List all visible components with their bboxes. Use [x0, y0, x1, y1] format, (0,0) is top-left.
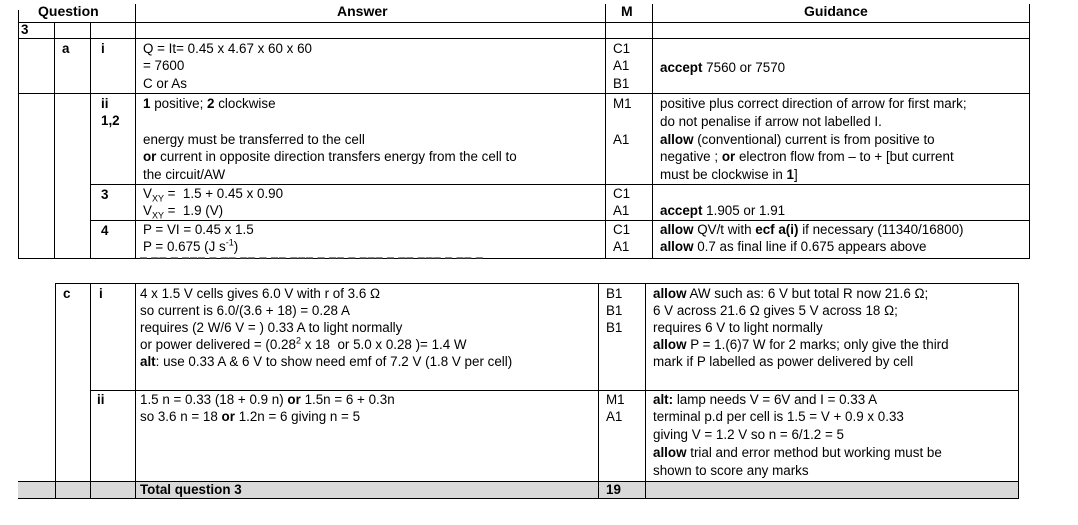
a-ii-4-guidance-line2: [660, 238, 927, 255]
a-ii-answer-line2: energy must be transferred to the cell: [143, 132, 365, 147]
c-i-guidance-line2: 6 V across 21.6 Ω gives 5 V across 18 Ω;: [653, 303, 898, 318]
c-ii-guidance-line2: terminal p.d per cell is 1.5 = V + 0.9 x 0.33: [653, 409, 904, 424]
a-ii-3-line1: [143, 185, 283, 202]
c-i-line4-a: or power delivered = (0.28: [140, 337, 296, 352]
accept-keyword: accept: [660, 203, 703, 218]
header-guidance: Guidance: [804, 3, 868, 19]
accept-keyword: accept: [660, 60, 703, 75]
item-2-text: clockwise: [218, 96, 276, 111]
c-ii-line1: [140, 391, 395, 408]
or-keyword: or: [721, 149, 736, 164]
a-ii-guidance-line5-a: must be clockwise in: [660, 167, 783, 182]
a-i-answer-line1: Q = It= 0.45 x 4.67 x 60 x 60: [143, 41, 312, 56]
a-ii-guidance-line5: [660, 166, 798, 183]
a-ii-guidance-line4: [660, 148, 954, 165]
allow-keyword: allow: [653, 337, 687, 352]
c-ii-line1-a: 1.5 n = 0.33 (18 + 0.9 n): [140, 392, 284, 407]
v-symbol: V: [143, 186, 152, 201]
or-keyword: or: [143, 149, 157, 164]
a-i-label: i: [101, 41, 105, 56]
part-c-label: c: [63, 286, 71, 301]
a-ii-3-mark2: A1: [613, 203, 630, 218]
xy-subscript: XY: [151, 193, 164, 204]
alt-keyword: alt: [140, 354, 156, 369]
allow-keyword: allow: [660, 132, 694, 147]
c-ii-guidance-line3: giving V = 1.2 V so n = 6/1.2 = 5: [653, 427, 844, 442]
c-ii-g4-text: trial and error method but working must be: [690, 445, 942, 460]
c-ii-label: ii: [97, 392, 105, 407]
a-ii-4-guidance2-text: 0.7 as final line if 0.675 appears above: [697, 239, 927, 254]
a-i-mark1: C1: [613, 41, 631, 56]
a-i-mark2: A1: [613, 58, 630, 73]
c-i-line4-b: x 18 or 5.0 x 0.28 )= 1.4 W: [300, 337, 467, 352]
part-a-label: a: [62, 41, 70, 56]
c-i-line3: requires (2 W/6 V = ) 0.33 A to light normally: [140, 320, 403, 335]
a-ii-guidance-line2: do not penalise if arrow not labelled I.: [660, 114, 882, 129]
c-i-g4-text: P = 1.(6)7 W for 2 marks; only give the third: [686, 337, 949, 352]
c-ii-guidance-line4: [653, 444, 942, 461]
a-ii-answer-line3: [143, 148, 517, 165]
a-ii-answer-line1: [143, 95, 276, 112]
c-ii-guidance-line1: [653, 391, 877, 408]
a-ii-4-mark2: A1: [613, 239, 630, 254]
a-i-guidance-text: 7560 or 7570: [706, 60, 786, 75]
squared-superscript: 2: [295, 335, 301, 346]
a-ii-4-line1: P = VI = 0.45 x 1.5: [143, 222, 254, 237]
a-ii-guidance-line4-b: electron flow from – to + [but current: [738, 149, 954, 164]
item-1-text: positive;: [154, 96, 204, 111]
c-i-mark2: B1: [606, 303, 623, 318]
a-ii-sub-label: 1,2: [101, 113, 120, 128]
a-ii-4-mark1: C1: [613, 222, 631, 237]
a-ii-4-line2-b: ): [233, 239, 239, 254]
item-1-number: 1: [143, 96, 151, 111]
alt-keyword: alt:: [653, 392, 674, 407]
header-answer: Answer: [337, 3, 388, 19]
minus-one-superscript: -1: [225, 237, 234, 248]
a-ii-answer-line4: the circuit/AW: [143, 167, 226, 182]
c-i-mark3: B1: [606, 320, 623, 335]
a-i-answer-line3: C or As: [143, 76, 187, 91]
allow-keyword: allow: [660, 222, 694, 237]
a-ii-guidance-line5-b: ]: [793, 167, 798, 182]
a-ii-3-line2-text: = 1.9 (V): [163, 203, 224, 218]
c-ii-mark2: A1: [606, 409, 623, 424]
c-i-line1: 4 x 1.5 V cells gives 6.0 V with r of 3.6 Ω: [140, 286, 380, 301]
c-ii-line1-b: 1.5n = 6 + 0.3n: [304, 392, 395, 407]
c-ii-line2-b: 1.2n = 6 giving n = 5: [238, 409, 361, 424]
a-ii-4-label: 4: [101, 223, 109, 238]
xy-subscript: XY: [151, 210, 164, 221]
a-i-guidance: [660, 59, 785, 76]
c-i-guidance-line5: mark if P labelled as power delivered by cell: [653, 354, 914, 369]
c-i-g1-text: AW such as: 6 V but total R now 21.6 Ω;: [689, 286, 929, 301]
c-i-label: i: [99, 286, 103, 301]
c-i-line2: so current is 6.0/(3.6 + 18) = 0.28 A: [140, 303, 350, 318]
allow-keyword: allow: [653, 445, 687, 460]
item-2-number: 2: [207, 96, 215, 111]
a-ii-3-guidance-text: 1.905 or 1.91: [706, 203, 786, 218]
a-i-mark3: B1: [613, 76, 630, 91]
a-ii-4-guidance1-b: if necessary (11340/16800): [802, 222, 964, 237]
c-i-mark1: B1: [606, 286, 623, 301]
c-ii-line2-a: so 3.6 n = 18: [140, 409, 218, 424]
a-ii-3-label: 3: [101, 187, 109, 202]
a-i-answer-line2: = 7600: [143, 58, 185, 73]
a-ii-3-guidance: [660, 202, 785, 219]
c-i-line5: [140, 353, 512, 370]
header-marks: M: [621, 3, 633, 19]
c-i-guidance-line3: requires 6 V to light normally: [653, 320, 823, 335]
a-ii-3-line2: [143, 202, 223, 219]
a-ii-4-guidance-line1: [660, 221, 963, 238]
total-label: Total question 3: [140, 482, 242, 497]
a-ii-guidance-line3-text: (conventional) current is from positive to: [697, 132, 935, 147]
c-i-guidance-line1: [653, 285, 928, 302]
cropped-text-fragment: ▔ ▔▔ ▔ ▔▔▔ ▔ ▔▔ ▔▔ ▔ ▔▔ ▔▔▔ ▔ ▔▔ ▔ ▔▔▔ ▔ ▔▔ ▔▔▔ ▔ ▔▔ ▔: [140, 258, 484, 268]
a-ii-mark2: A1: [613, 132, 630, 147]
ecf-keyword: ecf a(i): [755, 222, 799, 237]
allow-keyword: allow: [653, 286, 687, 301]
a-ii-guidance-line5-bold: 1: [786, 167, 794, 182]
a-ii-4-line2-a: P = 0.675 (J s: [143, 239, 226, 254]
a-ii-answer-line3-text: current in opposite direction transfers energy from the cell to: [160, 149, 517, 164]
total-value: 19: [606, 482, 621, 497]
question-number: 3: [21, 22, 29, 37]
c-i-line5-text: : use 0.33 A & 6 V to show need emf of 7.2 V (1.8 V per cell): [155, 354, 513, 369]
a-ii-guidance-line3: [660, 131, 935, 148]
allow-keyword: allow: [660, 239, 694, 254]
or-keyword: or: [221, 409, 235, 424]
a-ii-mark1: M1: [613, 96, 632, 111]
c-i-line4: [140, 336, 467, 353]
a-ii-4-line2: [143, 238, 238, 255]
c-ii-mark1: M1: [606, 392, 625, 407]
v-symbol: V: [143, 203, 152, 218]
c-ii-guidance-line5: shown to score any marks: [653, 463, 809, 478]
a-ii-guidance-line4-a: negative ;: [660, 149, 719, 164]
a-ii-guidance-line1: positive plus correct direction of arrow for first mark;: [660, 96, 967, 111]
a-ii-3-mark1: C1: [613, 186, 631, 201]
header-question: Question: [38, 3, 99, 19]
a-ii-label: ii: [101, 96, 109, 111]
c-ii-g1-text: lamp needs V = 6V and I = 0.33 A: [676, 392, 878, 407]
a-ii-4-guidance1-a: QV/t with: [697, 222, 752, 237]
c-i-guidance-line4: [653, 336, 949, 353]
or-keyword: or: [287, 392, 301, 407]
a-ii-3-line1-text: = 1.5 + 0.45 x 0.90: [163, 186, 284, 201]
c-ii-line2: [140, 408, 360, 425]
